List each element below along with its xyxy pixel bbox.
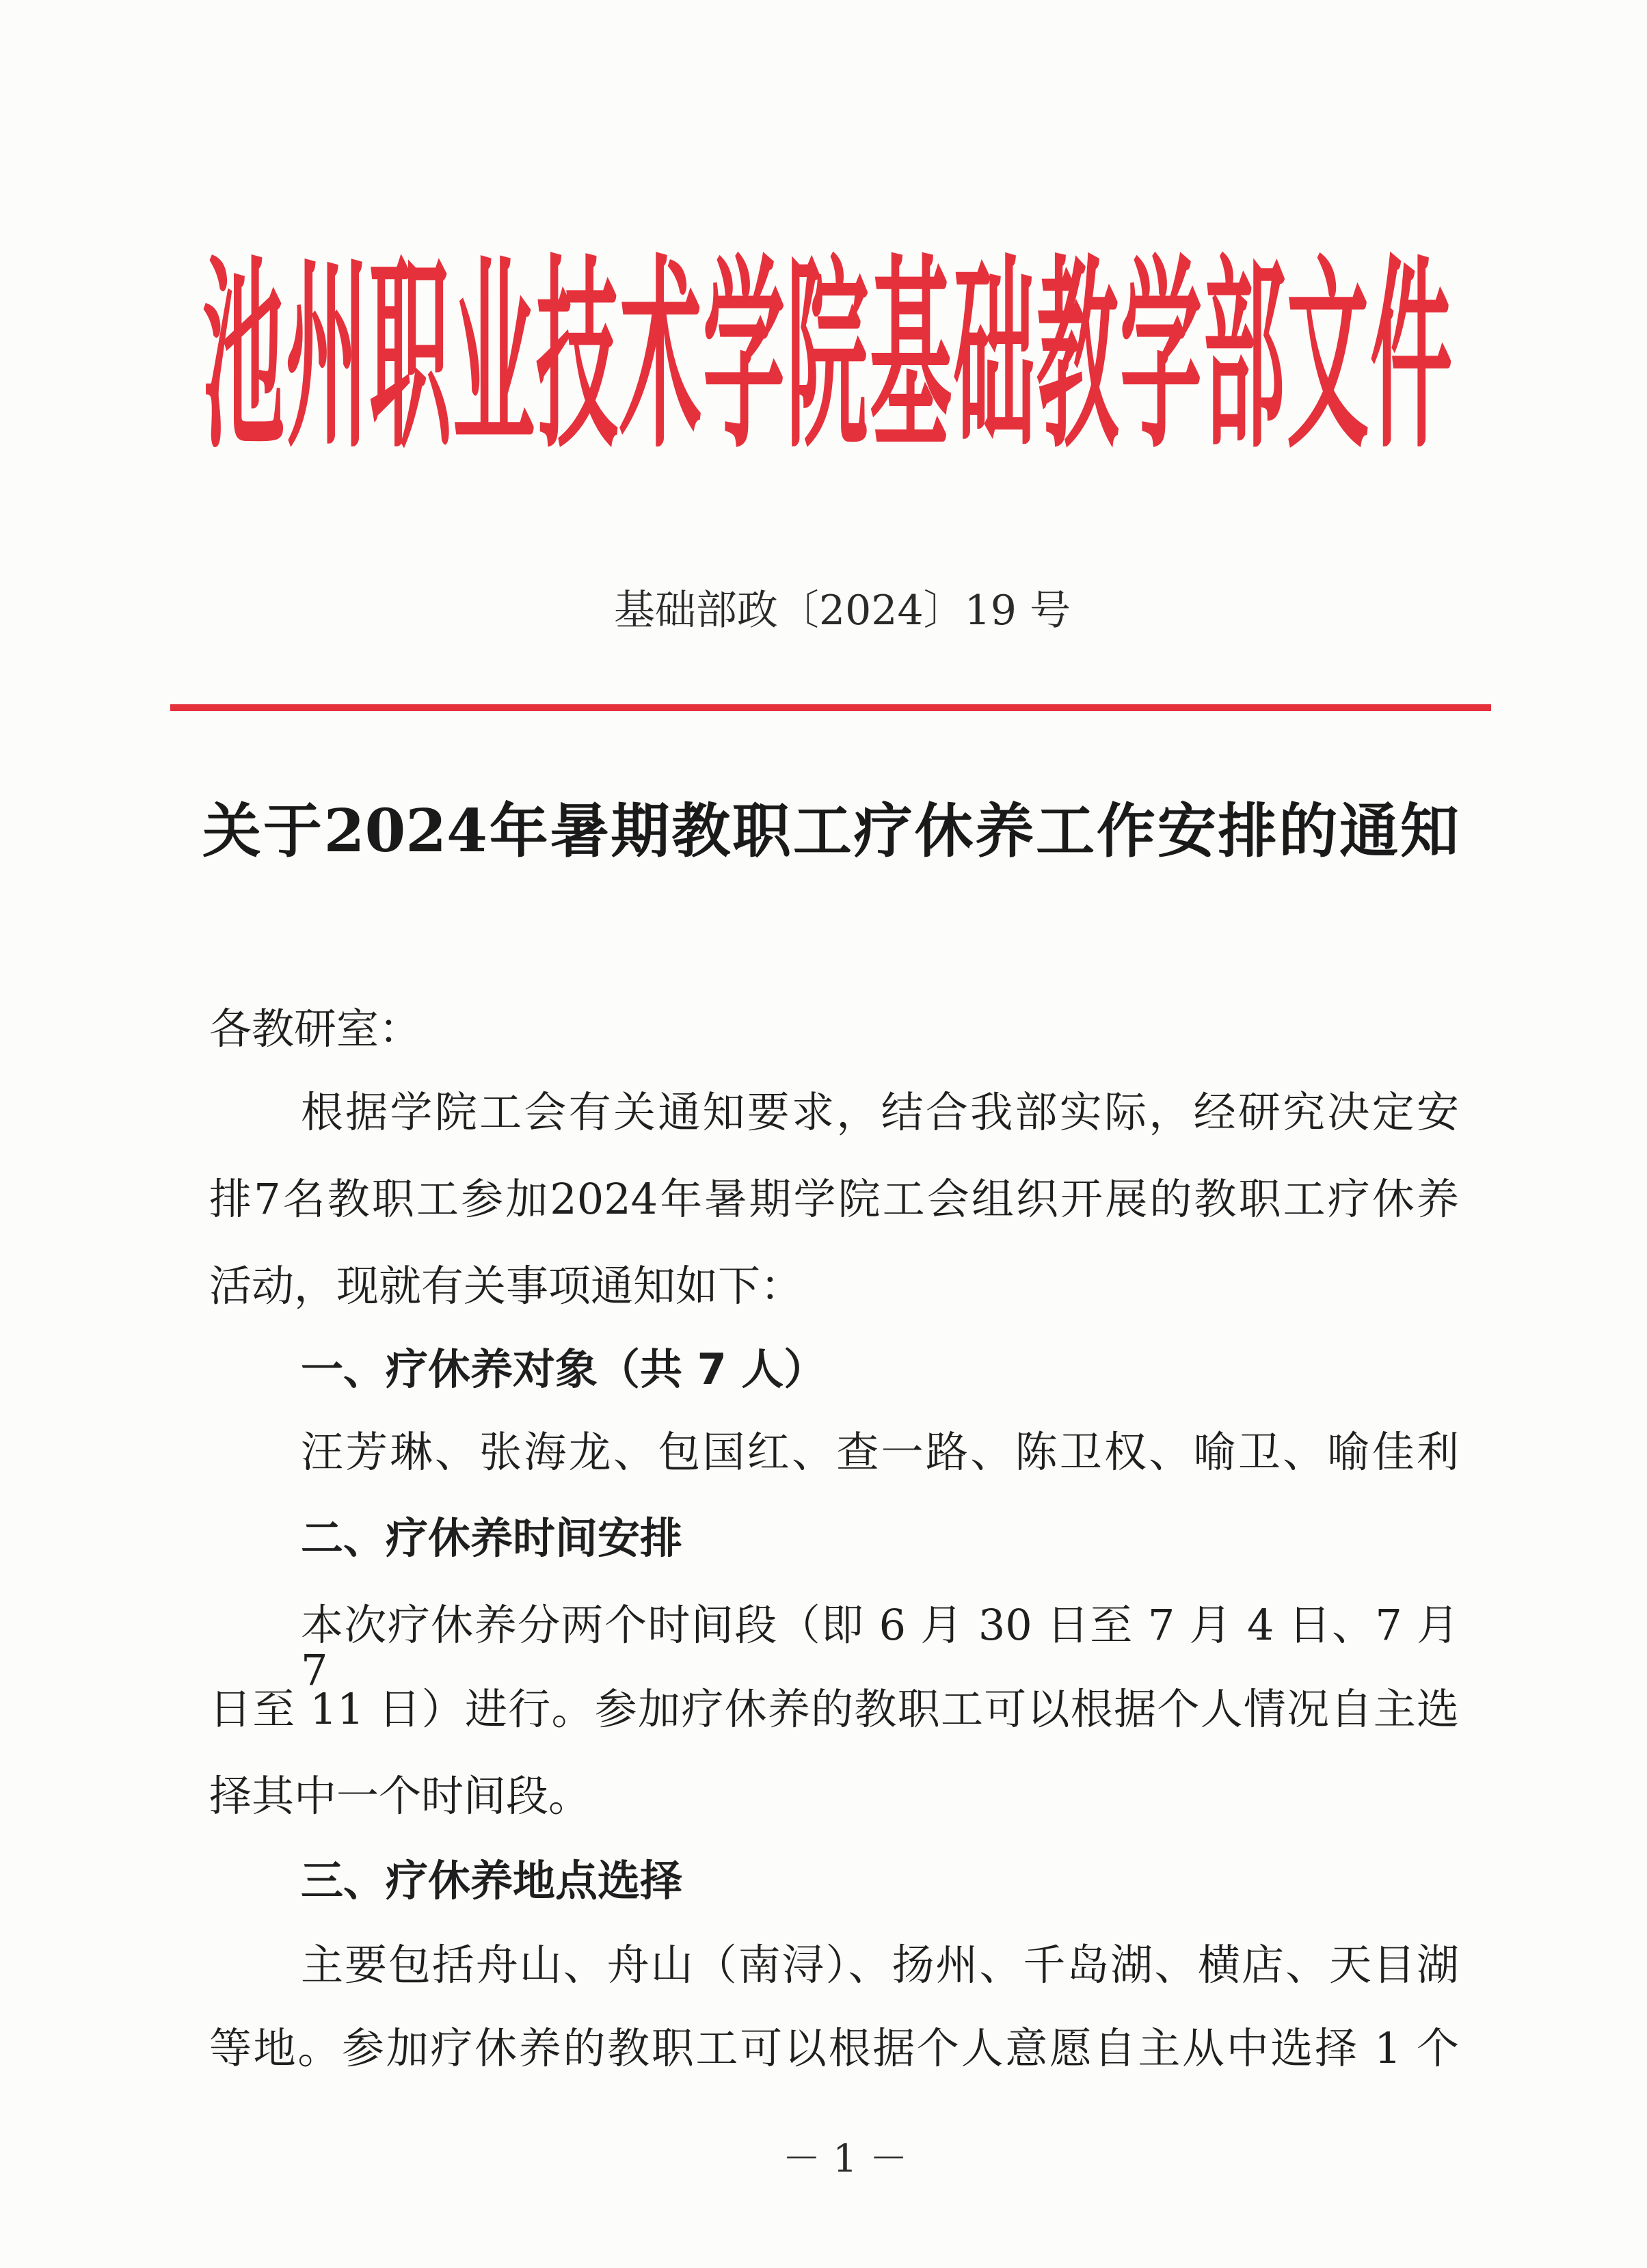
intro-line: 排7名教职工参加2024年暑期学院工会组织开展的教职工疗休养 [209, 1174, 1459, 1224]
page-number: － 1 － [782, 2137, 908, 2181]
issuing-organization-header: 池州职业技术学院基础教学部文件 [202, 236, 1452, 477]
intro-line: 根据学院工会有关通知要求，结合我部实际，经研究决定安 [301, 1087, 1459, 1137]
location-line: 等地。参加疗休养的教职工可以根据个人意愿自主从中选择 1 个 [209, 2023, 1459, 2073]
intro-line: 活动，现就有关事项通知如下： [209, 1261, 803, 1311]
participant-names: 汪芳琳、张海龙、包国红、查一路、陈卫权、喻卫、喻佳利 [301, 1427, 1459, 1477]
section-heading-location: 三、疗休养地点选择 [301, 1856, 683, 1906]
section-heading-participants: 一、疗休养对象（共 7 人） [301, 1344, 827, 1394]
red-header-divider [170, 704, 1491, 711]
schedule-line: 择其中一个时间段。 [209, 1771, 591, 1821]
document-title: 关于2024年暑期教职工疗休养工作安排的通知 [202, 797, 1459, 866]
location-line: 主要包括舟山、舟山（南浔）、扬州、千岛湖、横店、天目湖 [301, 1940, 1459, 1990]
schedule-line: 本次疗休养分两个时间段（即 6 月 30 日至 7 月 4 日、7 月 7 [301, 1600, 1459, 1695]
section-heading-schedule: 二、疗休养时间安排 [301, 1513, 683, 1563]
schedule-line: 日至 11 日）进行。参加疗休养的教职工可以根据个人情况自主选 [209, 1684, 1459, 1734]
salutation: 各教研室： [209, 1004, 422, 1054]
document-number: 基础部政〔2024〕19 号 [613, 587, 1071, 635]
